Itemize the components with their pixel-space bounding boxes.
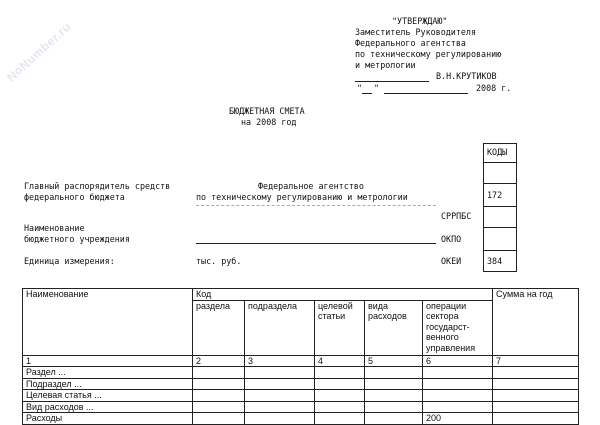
code-cell xyxy=(483,162,517,184)
table-row xyxy=(23,390,579,402)
table-cell xyxy=(365,367,423,379)
col-number: 4 xyxy=(315,355,365,367)
okei-label: ОКЕИ xyxy=(441,256,462,266)
date-open-quote: " xyxy=(357,83,363,93)
distributor-label-1: Главный распорядитель средств xyxy=(24,181,171,191)
signature-line xyxy=(355,81,429,82)
table-row xyxy=(23,367,579,379)
table-cell xyxy=(193,390,245,402)
table-cell xyxy=(365,401,423,413)
col-number: 6 xyxy=(423,355,493,367)
distributor-label-2: федерального бюджета xyxy=(24,192,125,202)
col-number: 1 xyxy=(23,355,193,367)
approval-line-1: Заместитель Руководителя xyxy=(355,27,477,37)
code-cell-okei xyxy=(483,250,517,272)
row-op xyxy=(423,367,493,379)
unit-label: Единица измерения: xyxy=(24,256,115,266)
col-number: 2 xyxy=(193,355,245,367)
row-op xyxy=(423,378,493,390)
approval-line-3: по техническому регулированию xyxy=(355,49,502,59)
header-target: целевой статьи xyxy=(315,300,365,355)
approval-signer: В.Н.КРУТИКОВ xyxy=(436,71,497,81)
table-cell xyxy=(245,367,315,379)
code-value-okei: 384 xyxy=(487,256,503,266)
distributor-value-1: Федеральное агентство xyxy=(258,181,364,191)
doc-subtitle: на 2008 год xyxy=(241,117,297,127)
table-cell xyxy=(493,390,579,402)
table-cell xyxy=(245,378,315,390)
srrpbs-label: СРРПБС xyxy=(441,211,472,221)
col-number: 5 xyxy=(365,355,423,367)
table-cell xyxy=(245,390,315,402)
table-cell xyxy=(193,367,245,379)
code-value-okpo xyxy=(484,228,516,234)
header-expense-type: вида расходов xyxy=(365,300,423,355)
code-value xyxy=(484,163,516,168)
code-cell-srrpbs xyxy=(483,206,517,228)
approval-line-4: и метрологии xyxy=(355,60,416,70)
unit-value: тыс. руб. xyxy=(196,256,242,266)
row-op xyxy=(423,401,493,413)
table-cell xyxy=(193,401,245,413)
col-number: 3 xyxy=(245,355,315,367)
table-cell xyxy=(245,413,315,425)
header-sum: Сумма на год xyxy=(493,289,579,356)
date-year: 2008 г. xyxy=(476,83,512,93)
table-row xyxy=(23,378,579,390)
row-label: Подраздел ... xyxy=(23,378,193,390)
row-op: 200 xyxy=(423,413,493,425)
date-day-line xyxy=(362,93,372,94)
table-cell xyxy=(493,401,579,413)
code-cell-okpo xyxy=(483,227,517,251)
table-cell xyxy=(365,378,423,390)
row-label: Вид расходов ... xyxy=(23,401,193,413)
row-label: Раздел ... xyxy=(23,367,193,379)
table-cell xyxy=(315,413,365,425)
table-cell xyxy=(365,413,423,425)
date-close-quote: " xyxy=(374,83,380,93)
header-operation: операции сектора государст-венного управления xyxy=(423,300,493,355)
table-cell xyxy=(493,413,579,425)
code-cell-distributor xyxy=(483,183,517,207)
table-cell xyxy=(493,367,579,379)
distributor-underline xyxy=(196,205,436,206)
table-cell xyxy=(315,367,365,379)
watermark: NoNumber.ru xyxy=(4,19,74,85)
table-cell xyxy=(193,413,245,425)
table-row xyxy=(23,401,579,413)
row-label: Расходы xyxy=(23,413,193,425)
approval-line-2: Федерального агентства xyxy=(355,38,466,48)
header-section: раздела xyxy=(193,300,245,355)
col-number: 7 xyxy=(493,355,579,367)
table-cell xyxy=(365,390,423,402)
institution-label-2: бюджетного учреждения xyxy=(24,234,130,244)
header-subsection: подраздела xyxy=(245,300,315,355)
approval-title: "УТВЕРЖДАЮ" xyxy=(392,16,448,26)
date-month-line xyxy=(384,93,468,94)
table-cell xyxy=(315,390,365,402)
okpo-label: ОКПО xyxy=(441,234,462,244)
estimate-table xyxy=(22,288,579,425)
row-op xyxy=(423,390,493,402)
table-cell xyxy=(245,401,315,413)
table-cell xyxy=(315,378,365,390)
table-cell xyxy=(493,378,579,390)
codes-header-cell xyxy=(483,143,517,163)
doc-title: БЮДЖЕТНАЯ СМЕТА xyxy=(229,106,305,116)
row-label: Целевая статья ... xyxy=(23,390,193,402)
header-code: Код xyxy=(193,289,493,301)
institution-label-1: Наименование xyxy=(24,223,85,233)
table-cell xyxy=(315,401,365,413)
table-cell xyxy=(193,378,245,390)
code-value-distributor: 172 xyxy=(487,190,503,200)
header-name: Наименование xyxy=(23,289,193,356)
distributor-value-2: по техническому регулированию и метрологии xyxy=(196,192,408,202)
codes-header: КОДЫ xyxy=(487,147,508,157)
code-value-srrpbs xyxy=(484,207,516,212)
institution-input-line[interactable] xyxy=(196,243,436,244)
table-row xyxy=(23,413,579,425)
